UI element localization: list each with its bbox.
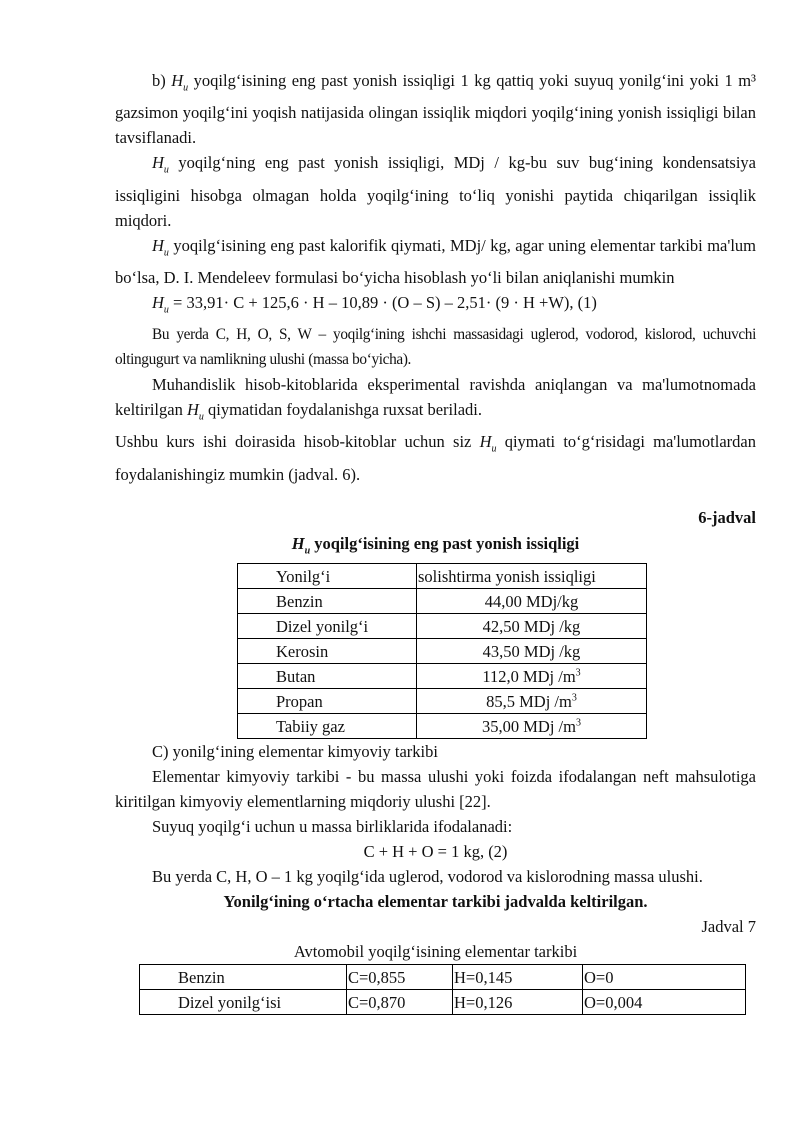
fuel-name: Dizel yonilg‘i bbox=[238, 614, 417, 639]
hydrogen-value: H=0,126 bbox=[453, 990, 583, 1015]
carbon-value: C=0,855 bbox=[347, 965, 453, 990]
table-7-caption: Avtomobil yoqilg‘isining elementar tarkibi bbox=[293, 942, 578, 962]
paragraph-b: b) $H_u$ yoqilg‘isining eng past yonish issiqligi 1 kg qattiq yoki suyuq yonilg‘ini yoki 1 m³ gazsimon yoqilg‘ini yoqish natijasida olingan issiqlik miqdori yoqilg‘ining yonish issiqligi bilan tavsiflanadi. bbox=[115, 71, 756, 148]
hu-symbol: $H_u$ bbox=[152, 292, 169, 316]
fuel-name: Dizel yonilg‘isi bbox=[140, 990, 347, 1015]
hu-symbol: $H_u$ bbox=[171, 71, 189, 94]
table-row bbox=[140, 990, 746, 1015]
oxygen-value: O=0,004 bbox=[583, 990, 746, 1015]
paragraph-elemental: Elementar kimyoviy tarkibi - bu massa ulushi yoki foizda ifodalangan neft mahsulotiga kiritilgan kimyoviy elementlarning miqdoriy ulushi [22]. bbox=[115, 767, 756, 812]
table-row bbox=[238, 589, 647, 614]
fuel-value: 85,5 MDj $/m^3$ bbox=[417, 689, 647, 714]
paragraph-where-2: Bu yerda C, H, O – 1 kg yoqilg‘ida uglerod, vodorod va kislorodning massa ulushi. bbox=[152, 867, 703, 887]
table-row bbox=[238, 614, 647, 639]
table-6-caption: $H_u$ yoqilg‘isining eng past yonish issiqligi bbox=[291, 533, 580, 557]
fuel-value: 35,00 MDj $/m^3$ bbox=[417, 714, 647, 739]
formula-2: C + H + O = 1 kg, (2) bbox=[363, 842, 508, 862]
oxygen-value: O=0 bbox=[583, 965, 746, 990]
paragraph-average: Yonilg‘ining o‘rtacha elementar tarkibi jadvalda keltirilgan. bbox=[223, 892, 648, 912]
table-row bbox=[140, 965, 746, 990]
hydrogen-value: H=0,145 bbox=[453, 965, 583, 990]
fuel-name: Propan bbox=[238, 689, 417, 714]
table-6-label: 6-jadval bbox=[698, 507, 756, 527]
paragraph-course: Ushbu kurs ishi doirasida hisob-kitoblar uchun siz $H_u$ qiymati to‘g‘risidagi ma'lumotlardan foydalanishingiz mumkin (jadval. 6). bbox=[115, 432, 756, 484]
formula-1: $H_u = 33,91\cdot C + 125,6 \cdot H - 10,89 \cdot (O - S) - 2,51\cdot (9 \cdot H +W)$, (1) bbox=[152, 292, 597, 316]
fuel-value: 43,50 MDj /kg bbox=[417, 639, 647, 664]
paragraph-engineering: Muhandislik hisob-kitoblarida eksperimental ravishda aniqlangan va ma'lumotnomada keltirilgan $H_u$ qiymatidan foydalanishga ruxsat beriladi. bbox=[115, 375, 756, 423]
table-row bbox=[238, 714, 647, 739]
paragraph-liquid: Suyuq yoqilg‘i uchun u massa birliklarida ifodalanadi: bbox=[152, 817, 513, 837]
paragraph-where-1: Bu yerda C, H, O, S, W – yoqilg‘ining ishchi massasidagi uglerod, vodorod, kislorod, uchuvchi oltingugurt va namlikning ulushi (massa bo‘yicha). bbox=[115, 326, 756, 369]
fuel-name: Benzin bbox=[140, 965, 347, 990]
table-header-row bbox=[238, 564, 647, 589]
hu-symbol: $H_u$ bbox=[152, 235, 169, 258]
table-7 bbox=[139, 964, 746, 1015]
paragraph-calculation: $H_u$ yoqilg‘isining eng past kalorifik qiymati, MDj/ kg, agar uning elementar tarkibi ma'lum bo‘lsa, D. I. Mendeleev formulasi bo‘yicha hisoblash yo‘li bilan aniqlanishi mumkin bbox=[115, 235, 756, 287]
paragraph-definition: $H_u$ yoqilg‘ning eng past yonish issiqligi, MDj / kg-bu suv bug‘ining kondensatsiya issiqligini hisobga olmagan holda yoqilg‘ining to‘liq yonishi paytida chiqarilgan issiqlik miqdori. bbox=[115, 153, 756, 230]
fuel-name: Butan bbox=[238, 664, 417, 689]
table-6 bbox=[237, 563, 647, 739]
fuel-name: Tabiiy gaz bbox=[238, 714, 417, 739]
hu-symbol: $H_u$ bbox=[479, 432, 497, 455]
table-row bbox=[238, 664, 647, 689]
hu-symbol: $H_u$ bbox=[152, 153, 169, 176]
hu-symbol: $H_u$ bbox=[186, 400, 204, 423]
fuel-value: 112,0 MDj $/m^3$ bbox=[417, 664, 647, 689]
fuel-value: 44,00 MDj/kg bbox=[417, 589, 647, 614]
table-row bbox=[238, 689, 647, 714]
carbon-value: C=0,870 bbox=[347, 990, 453, 1015]
column-header-heat: solishtirma yonish issiqligi bbox=[417, 564, 647, 589]
table-row bbox=[238, 639, 647, 664]
column-header-fuel: Yonilg‘i bbox=[238, 564, 417, 589]
section-c-heading: C) yonilg‘ining elementar kimyoviy tarkibi bbox=[152, 742, 438, 762]
document-page bbox=[115, 68, 756, 1015]
fuel-name: Kerosin bbox=[238, 639, 417, 664]
fuel-name: Benzin bbox=[238, 589, 417, 614]
table-7-label: Jadval 7 bbox=[701, 917, 756, 937]
fuel-value: 42,50 MDj /kg bbox=[417, 614, 647, 639]
